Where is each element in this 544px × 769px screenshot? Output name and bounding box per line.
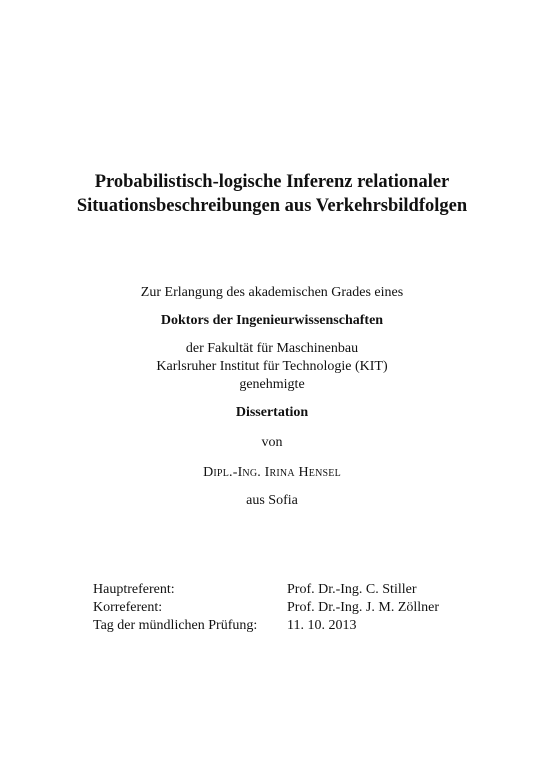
referee-row <box>93 581 439 599</box>
document-type: Dissertation <box>235 405 309 420</box>
title-line-2: Situationsbeschreibungen aus Verkehrsbildfolgen <box>76 196 468 216</box>
approved-line: genehmigte <box>239 377 305 392</box>
degree-intro: Zur Erlangung des akademischen Grades eines <box>140 285 404 300</box>
dissertation-title <box>0 170 544 218</box>
referee-row <box>93 617 439 635</box>
exam-date-value: 11. 10. 2013 <box>287 618 357 633</box>
referee-label: Korreferent: <box>93 600 163 615</box>
referees-table <box>93 581 439 635</box>
referee-row <box>93 599 439 617</box>
degree-statement <box>0 284 544 510</box>
author-origin: aus Sofia <box>246 493 298 508</box>
faculty-line: der Fakultät für Maschinenbau <box>185 341 359 356</box>
author-name: Dipl.-Ing. Irina Hensel <box>203 465 341 480</box>
degree-name: Doktors der Ingenieurwissenschaften <box>160 313 384 328</box>
referee-value: Prof. Dr.-Ing. J. M. Zöllner <box>287 600 440 615</box>
referee-value: Prof. Dr.-Ing. C. Stiller <box>287 582 417 597</box>
by-line: von <box>261 435 283 450</box>
title-line-1: Probabilistisch-logische Inferenz relationaler <box>94 172 450 192</box>
referee-label: Hauptreferent: <box>93 582 175 597</box>
institute-line: Karlsruher Institut für Technologie (KIT) <box>156 359 388 374</box>
exam-date-label: Tag der mündlichen Prüfung: <box>93 618 258 633</box>
